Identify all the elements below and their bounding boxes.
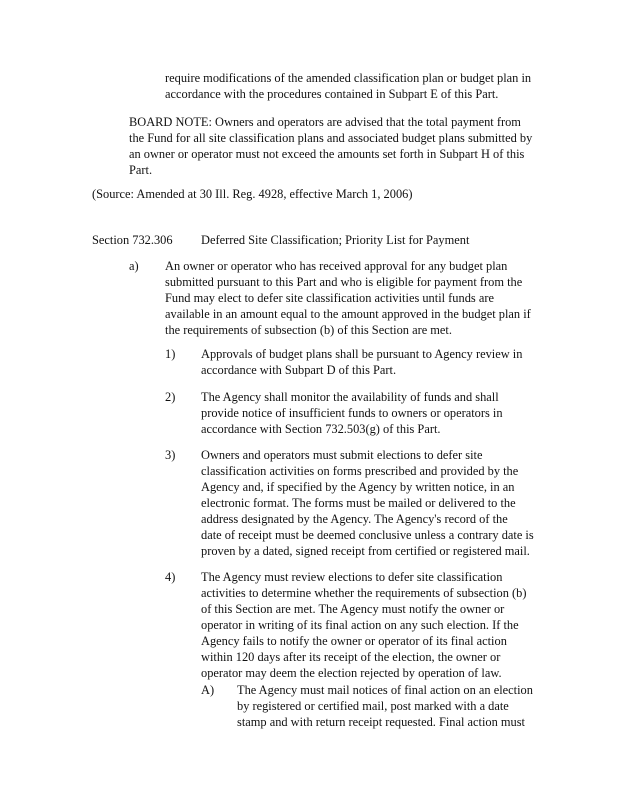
subsection-a-line-3: Fund may elect to defer site classification activities until funds are [165,291,494,305]
item-3-line-3: Agency and, if specified by the Agency by written notice, in an [201,480,515,494]
sub-item-a-label: A) [201,683,215,697]
item-3-line-4: electronic format. The forms must be mailed or delivered to the [201,496,516,510]
item-3-line-6: date of receipt must be deemed conclusive unless a contrary date is [201,528,534,542]
carryover-line-2: accordance with the procedures contained in Subpart E of this Part. [165,87,499,101]
sub-item-a-line-3: stamp and with return receipt requested. Final action must [237,715,526,729]
item-2-line-3: accordance with Section 732.503(g) of this Part. [201,422,441,436]
item-4-line-5: Agency fails to notify the owner or operator of its final action [201,634,507,648]
subsection-a-line-4: available in an amount equal to the amount approved in the budget plan if [165,307,531,321]
section-title: Deferred Site Classification; Priority List for Payment [201,233,470,247]
item-4-line-7: operator may deem the election rejected by operation of law. [201,666,502,680]
subsection-a-line-2: submitted pursuant to this Part and who is eligible for payment from the [165,275,523,289]
sub-item-a-line-1: The Agency must mail notices of final action on an election [237,683,533,697]
item-2-line-1: The Agency shall monitor the availability of funds and shall [201,390,499,404]
item-4-line-4: operator in writing of its final action on any such election. If the [201,618,519,632]
item-1-line-2: accordance with Subpart D of this Part. [201,363,397,377]
item-4-line-1: The Agency must review elections to defer site classification [201,570,503,584]
board-note-line-4: Part. [129,163,153,177]
item-4-label: 4) [165,570,176,584]
item-3-line-7: proven by a dated, signed receipt from certified or registered mail. [201,544,530,558]
item-2-line-2: provide notice of insufficient funds to owners or operators in [201,406,503,420]
board-note-line-1: BOARD NOTE: Owners and operators are advised that the total payment from [129,115,521,129]
item-4-line-2: activities to determine whether the requirements of subsection (b) [201,586,527,600]
board-note-line-3: an owner or operator must not exceed the amounts set forth in Subpart H of this [129,147,525,161]
subsection-a-line-1: An owner or operator who has received approval for any budget plan [165,259,508,273]
item-3-line-2: classification activities on forms prescribed and provided by the [201,464,519,478]
sub-item-a-line-2: by registered or certified mail, post marked with a date [237,699,509,713]
subsection-a-label: a) [129,259,139,273]
subsection-a-line-5: the requirements of subsection (b) of this Section are met. [165,323,452,337]
item-3-label: 3) [165,448,176,462]
source-note: (Source: Amended at 30 Ill. Reg. 4928, effective March 1, 2006) [92,187,413,201]
item-1-line-1: Approvals of budget plans shall be pursuant to Agency review in [201,347,523,361]
item-2-label: 2) [165,390,176,404]
section-number: Section 732.306 [92,233,173,247]
carryover-line-1: require modifications of the amended classification plan or budget plan in [165,71,532,85]
item-4-line-3: of this Section are met. The Agency must notify the owner or [201,602,505,616]
item-4-line-6: within 120 days after its receipt of the election, the owner or [201,650,501,664]
item-1-label: 1) [165,347,176,361]
item-3-line-5: address designated by the Agency. The Agency's record of the [201,512,508,526]
board-note-line-2: the Fund for all site classification plans and associated budget plans submitted by [129,131,533,145]
item-3-line-1: Owners and operators must submit elections to defer site [201,448,483,462]
